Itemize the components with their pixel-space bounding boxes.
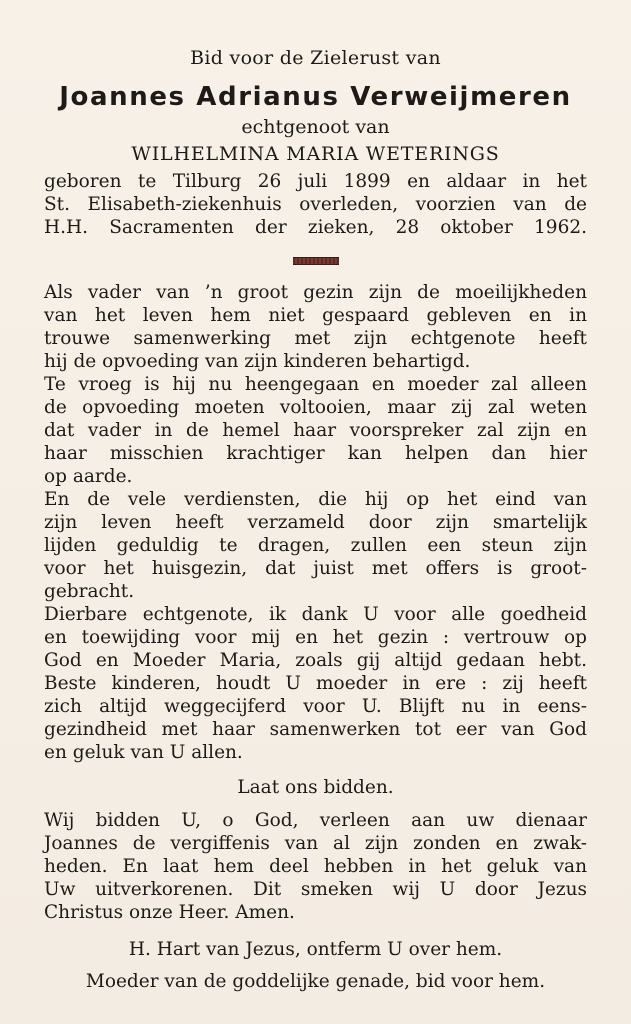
text-line: op aarde.: [44, 466, 133, 487]
text-line: de opvoeding moeten voltooien, maar zij zal weten: [44, 397, 587, 418]
spouse-label: echtgenoot van: [241, 116, 390, 138]
text-line: gebracht.: [44, 581, 135, 602]
text-line: gezindheid met haar samenwerken tot eer van God: [44, 719, 587, 740]
text-line: haar misschien krachtiger kan helpen dan hier: [44, 443, 587, 464]
text-line: Dierbare echtgenote, ik dank U voor alle goedheid: [44, 604, 587, 625]
text-line: lijden geduldig te dragen, zullen een steun zijn: [44, 535, 587, 556]
ornament-divider: [293, 257, 339, 265]
text-line: en toewijding voor mij en het gezin : vertrouw op: [44, 627, 587, 648]
intro-text: Bid voor de Zielerust van: [190, 47, 441, 69]
text-line: en geluk van U allen.: [44, 742, 243, 763]
prayer-heading: Laat ons bidden.: [237, 777, 394, 798]
invocation-mother: Moeder van de goddelijke genade, bid voor hem.: [85, 971, 546, 992]
detail-line: H.H. Sacramenten der zieken, 28 oktober 1962.: [44, 217, 587, 238]
prayer-line: heden. En laat hem deel hebben in het geluk van: [44, 856, 587, 877]
text-line: Als vader van ’n groot gezin zijn de moeilijkheden: [44, 282, 587, 303]
text-line: trouwe samenwerking met zijn echtgenote heeft: [44, 328, 587, 349]
prayer-line: Wij bidden U, o God, verleen aan uw dienaar: [44, 810, 587, 831]
spouse-name: WILHELMINA MARIA WETERINGS: [131, 143, 500, 165]
birth-death-details: [44, 170, 587, 239]
closing-invocations: [44, 938, 587, 993]
memorial-text: [44, 281, 587, 764]
detail-line: St. Elisabeth-ziekenhuis overleden, voorzien van de: [44, 194, 587, 215]
text-line: dat vader in de hemel haar voorspreker zal zijn en: [44, 420, 587, 441]
detail-line: geboren te Tilburg 26 juli 1899 en aldaar in het: [44, 171, 587, 192]
text-line: Te vroeg is hij nu heengegaan en moeder zal alleen: [44, 374, 587, 395]
invocation-sacred-heart: H. Hart van Jezus, ontferm U over hem.: [128, 939, 503, 960]
prayer-line: Uw uitverkorenen. Dit smeken wij U door Jezus: [44, 879, 587, 900]
text-line: zich altijd weggecijferd voor U. Blijft nu in eens-: [44, 696, 587, 717]
prayer-line: Christus onze Heer. Amen.: [44, 902, 295, 923]
text-line: God en Moeder Maria, zoals gij altijd gedaan hebt.: [44, 650, 587, 671]
text-line: voor het huisgezin, dat juist met offers is groot-: [44, 558, 587, 579]
text-line: zijn leven heeft verzameld door zijn smartelijk: [44, 512, 587, 533]
text-line: Beste kinderen, houdt U moeder in ere : zij heeft: [44, 673, 587, 694]
text-line: van het leven hem niet gespaard gebleven en in: [44, 305, 587, 326]
prayer-line: Joannes de vergiffenis van al zijn zonden en zwak-: [44, 833, 587, 854]
text-line: hij de opvoeding van zijn kinderen behartigd.: [44, 351, 471, 372]
prayer-text: [44, 809, 587, 924]
text-line: En de vele verdiensten, die hij op het eind van: [44, 489, 587, 510]
deceased-name: Joannes Adrianus Verweijmeren: [59, 82, 572, 112]
